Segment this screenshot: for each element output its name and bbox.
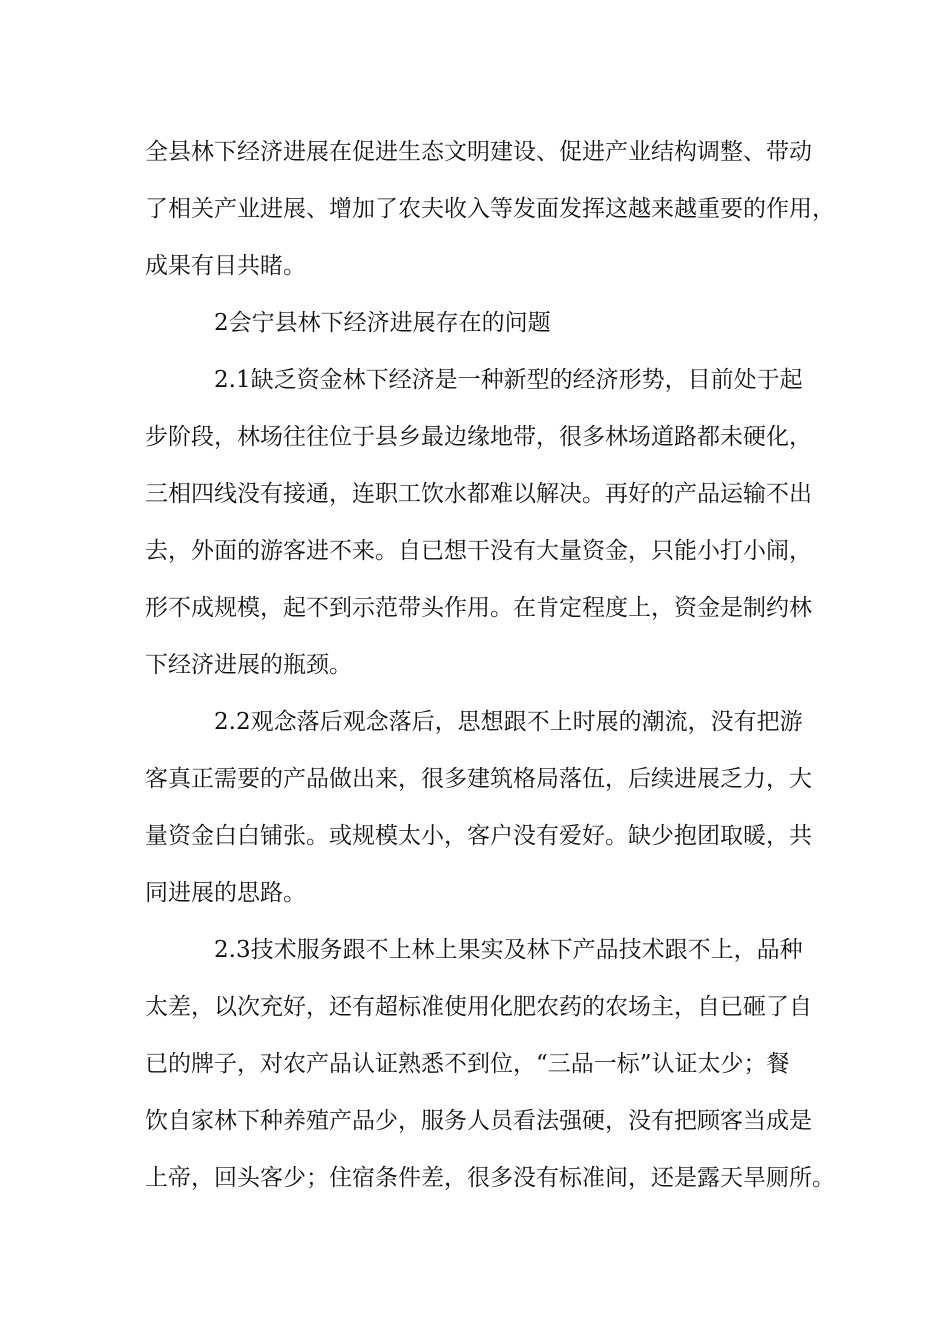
paragraph-3-line-4: 同进展的思路。 (145, 880, 306, 906)
paragraph-2-line-3: 三相四线没有接通，连职工饮水都难以解决。再好的产品运输不出 (145, 481, 812, 507)
paragraph-3-line-3: 量资金白白铺张。或规模太小，客户没有爱好。缺少抱团取暖，共 (145, 823, 812, 849)
section-heading: 2会宁县林下经济进展存在的问题 (214, 310, 551, 336)
paragraph-2-line-5: 形不成规模，起不到示范带头作用。在肯定程度上，资金是制约林 (145, 595, 812, 621)
paragraph-3-line-1: 2.2观念落后观念落后，思想跟不上时展的潮流，没有把游 (214, 709, 803, 735)
paragraph-4-line-1: 2.3技术服务跟不上林上果实及林下产品技术跟不上，品种 (214, 937, 803, 963)
paragraph-2-line-1: 2.1缺乏资金林下经济是一种新型的经济形势，目前处于起 (214, 367, 803, 393)
paragraph-1-line-3: 成果有目共睹。 (145, 253, 306, 279)
paragraph-2-line-2: 步阶段，林场往往位于县乡最边缘地带，很多林场道路都未硬化， (145, 424, 812, 450)
paragraph-2-line-6: 下经济进展的瓶颈。 (145, 652, 352, 678)
paragraph-4-line-2: 太差，以次充好，还有超标准使用化肥农药的农场主，自已砸了自 (145, 994, 812, 1020)
paragraph-2-line-4: 去，外面的游客进不来。自已想干没有大量资金，只能小打小闹， (145, 538, 812, 564)
paragraph-4-line-4: 饮自家林下种养殖产品少，服务人员看法强硬，没有把顾客当成是 (145, 1108, 812, 1134)
paragraph-1-line-1: 全县林下经济进展在促进生态文明建设、促进产业结构调整、带动 (145, 139, 812, 165)
paragraph-3-line-2: 客真正需要的产品做出来，很多建筑格局落伍，后续进展乏力，大 (145, 766, 812, 792)
paragraph-4-line-5: 上帝，回头客少；住宿条件差，很多没有标准间，还是露天旱厕所。 (145, 1165, 835, 1191)
paragraph-4-line-3: 已的牌子，对农产品认证熟悉不到位，“三品一标”认证太少；餐 (145, 1051, 790, 1077)
paragraph-1-line-2: 了相关产业进展、增加了农夫收入等发面发挥这越来越重要的作用， (145, 196, 835, 222)
